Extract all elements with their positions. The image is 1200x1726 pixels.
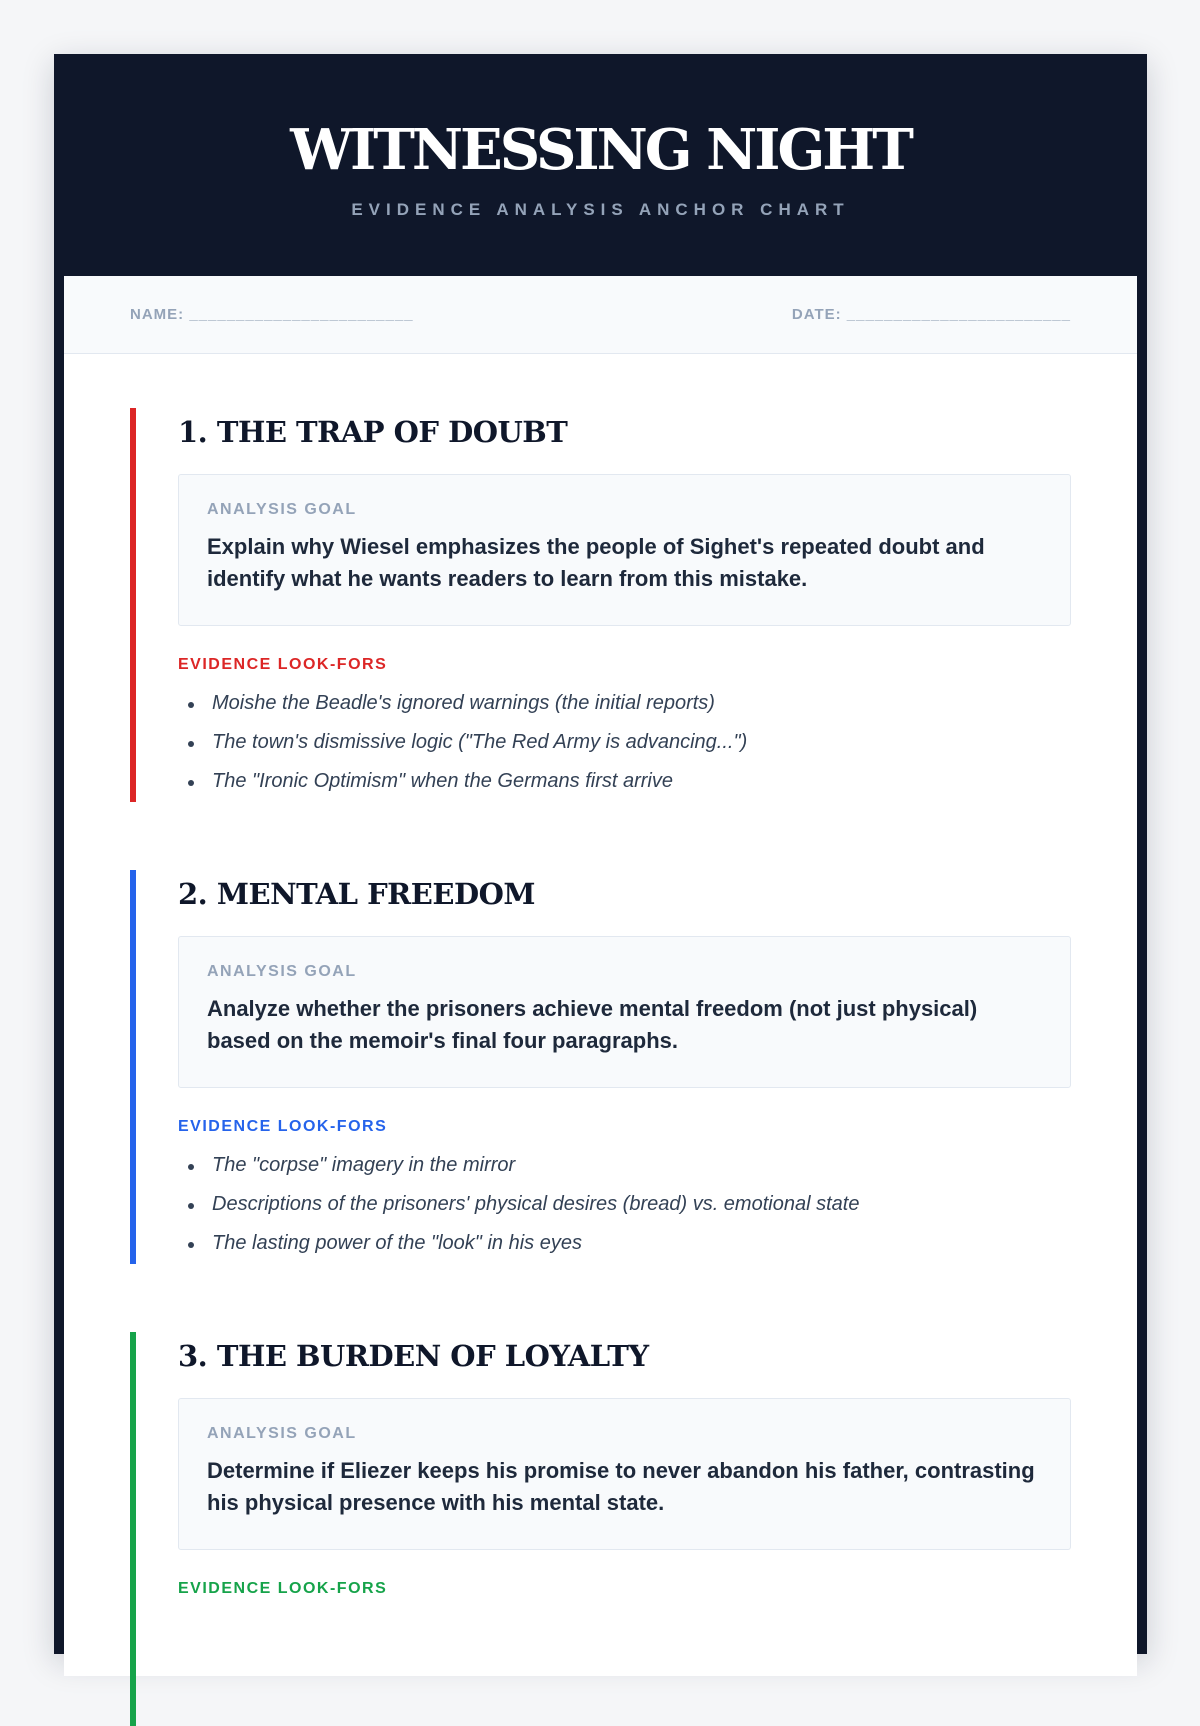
meta-bar bbox=[64, 276, 1137, 354]
analysis-goal-label: ANALYSIS GOAL bbox=[207, 963, 357, 980]
evidence-lookfors-label: EVIDENCE LOOK-FORS bbox=[178, 1580, 388, 1597]
section-title: 1. THE TRAP OF DOUBT bbox=[178, 415, 568, 449]
section-burden-of-loyalty bbox=[130, 1332, 1071, 1726]
section-title: 2. MENTAL FREEDOM bbox=[178, 877, 535, 911]
worksheet-body bbox=[64, 276, 1137, 1676]
page-title: WITNESSING NIGHT bbox=[290, 117, 911, 183]
evidence-list bbox=[178, 684, 1071, 801]
name-field: NAME: ________________________ bbox=[130, 306, 414, 323]
sections-container bbox=[64, 354, 1137, 1726]
analysis-goal-label: ANALYSIS GOAL bbox=[207, 501, 357, 518]
section-trap-of-doubt bbox=[130, 408, 1071, 802]
evidence-lookfors-label: EVIDENCE LOOK-FORS bbox=[178, 656, 388, 673]
analysis-goal-label: ANALYSIS GOAL bbox=[207, 1425, 357, 1442]
analysis-goal-box bbox=[178, 474, 1071, 626]
evidence-list bbox=[178, 1146, 1071, 1263]
analysis-goal-text: Explain why Wiesel emphasizes the people of Sighet's repeated doubt and identify what he wants readers to learn from this mistake. bbox=[207, 534, 985, 591]
analysis-goal-text: Determine if Eliezer keeps his promise to never abandon his father, contrasting his physical presence with his mental state. bbox=[207, 1458, 1035, 1515]
evidence-item: Descriptions of the prisoners' physical desires (bread) vs. emotional state bbox=[178, 1185, 1071, 1224]
evidence-item: The "Ironic Optimism" when the Germans first arrive bbox=[178, 762, 1071, 801]
evidence-item: Moishe the Beadle's ignored warnings (the initial reports) bbox=[178, 684, 1071, 723]
evidence-lookfors-label: EVIDENCE LOOK-FORS bbox=[178, 1118, 388, 1135]
page-subtitle: EVIDENCE ANALYSIS ANCHOR CHART bbox=[351, 200, 850, 219]
anchor-chart-sheet bbox=[54, 54, 1147, 1654]
section-title: 3. THE BURDEN OF LOYALTY bbox=[178, 1339, 649, 1373]
evidence-item: The lasting power of the "look" in his eyes bbox=[178, 1224, 1071, 1263]
evidence-item: The "corpse" imagery in the mirror bbox=[178, 1146, 1071, 1185]
date-field: DATE: ________________________ bbox=[791, 306, 1071, 323]
section-mental-freedom bbox=[130, 870, 1071, 1264]
analysis-goal-box bbox=[178, 1398, 1071, 1550]
analysis-goal-box bbox=[178, 936, 1071, 1088]
evidence-item: The town's dismissive logic ("The Red Army is advancing...") bbox=[178, 723, 1071, 762]
header bbox=[64, 54, 1137, 276]
analysis-goal-text: Analyze whether the prisoners achieve mental freedom (not just physical) based on the memoir's final four paragraphs. bbox=[207, 996, 978, 1053]
